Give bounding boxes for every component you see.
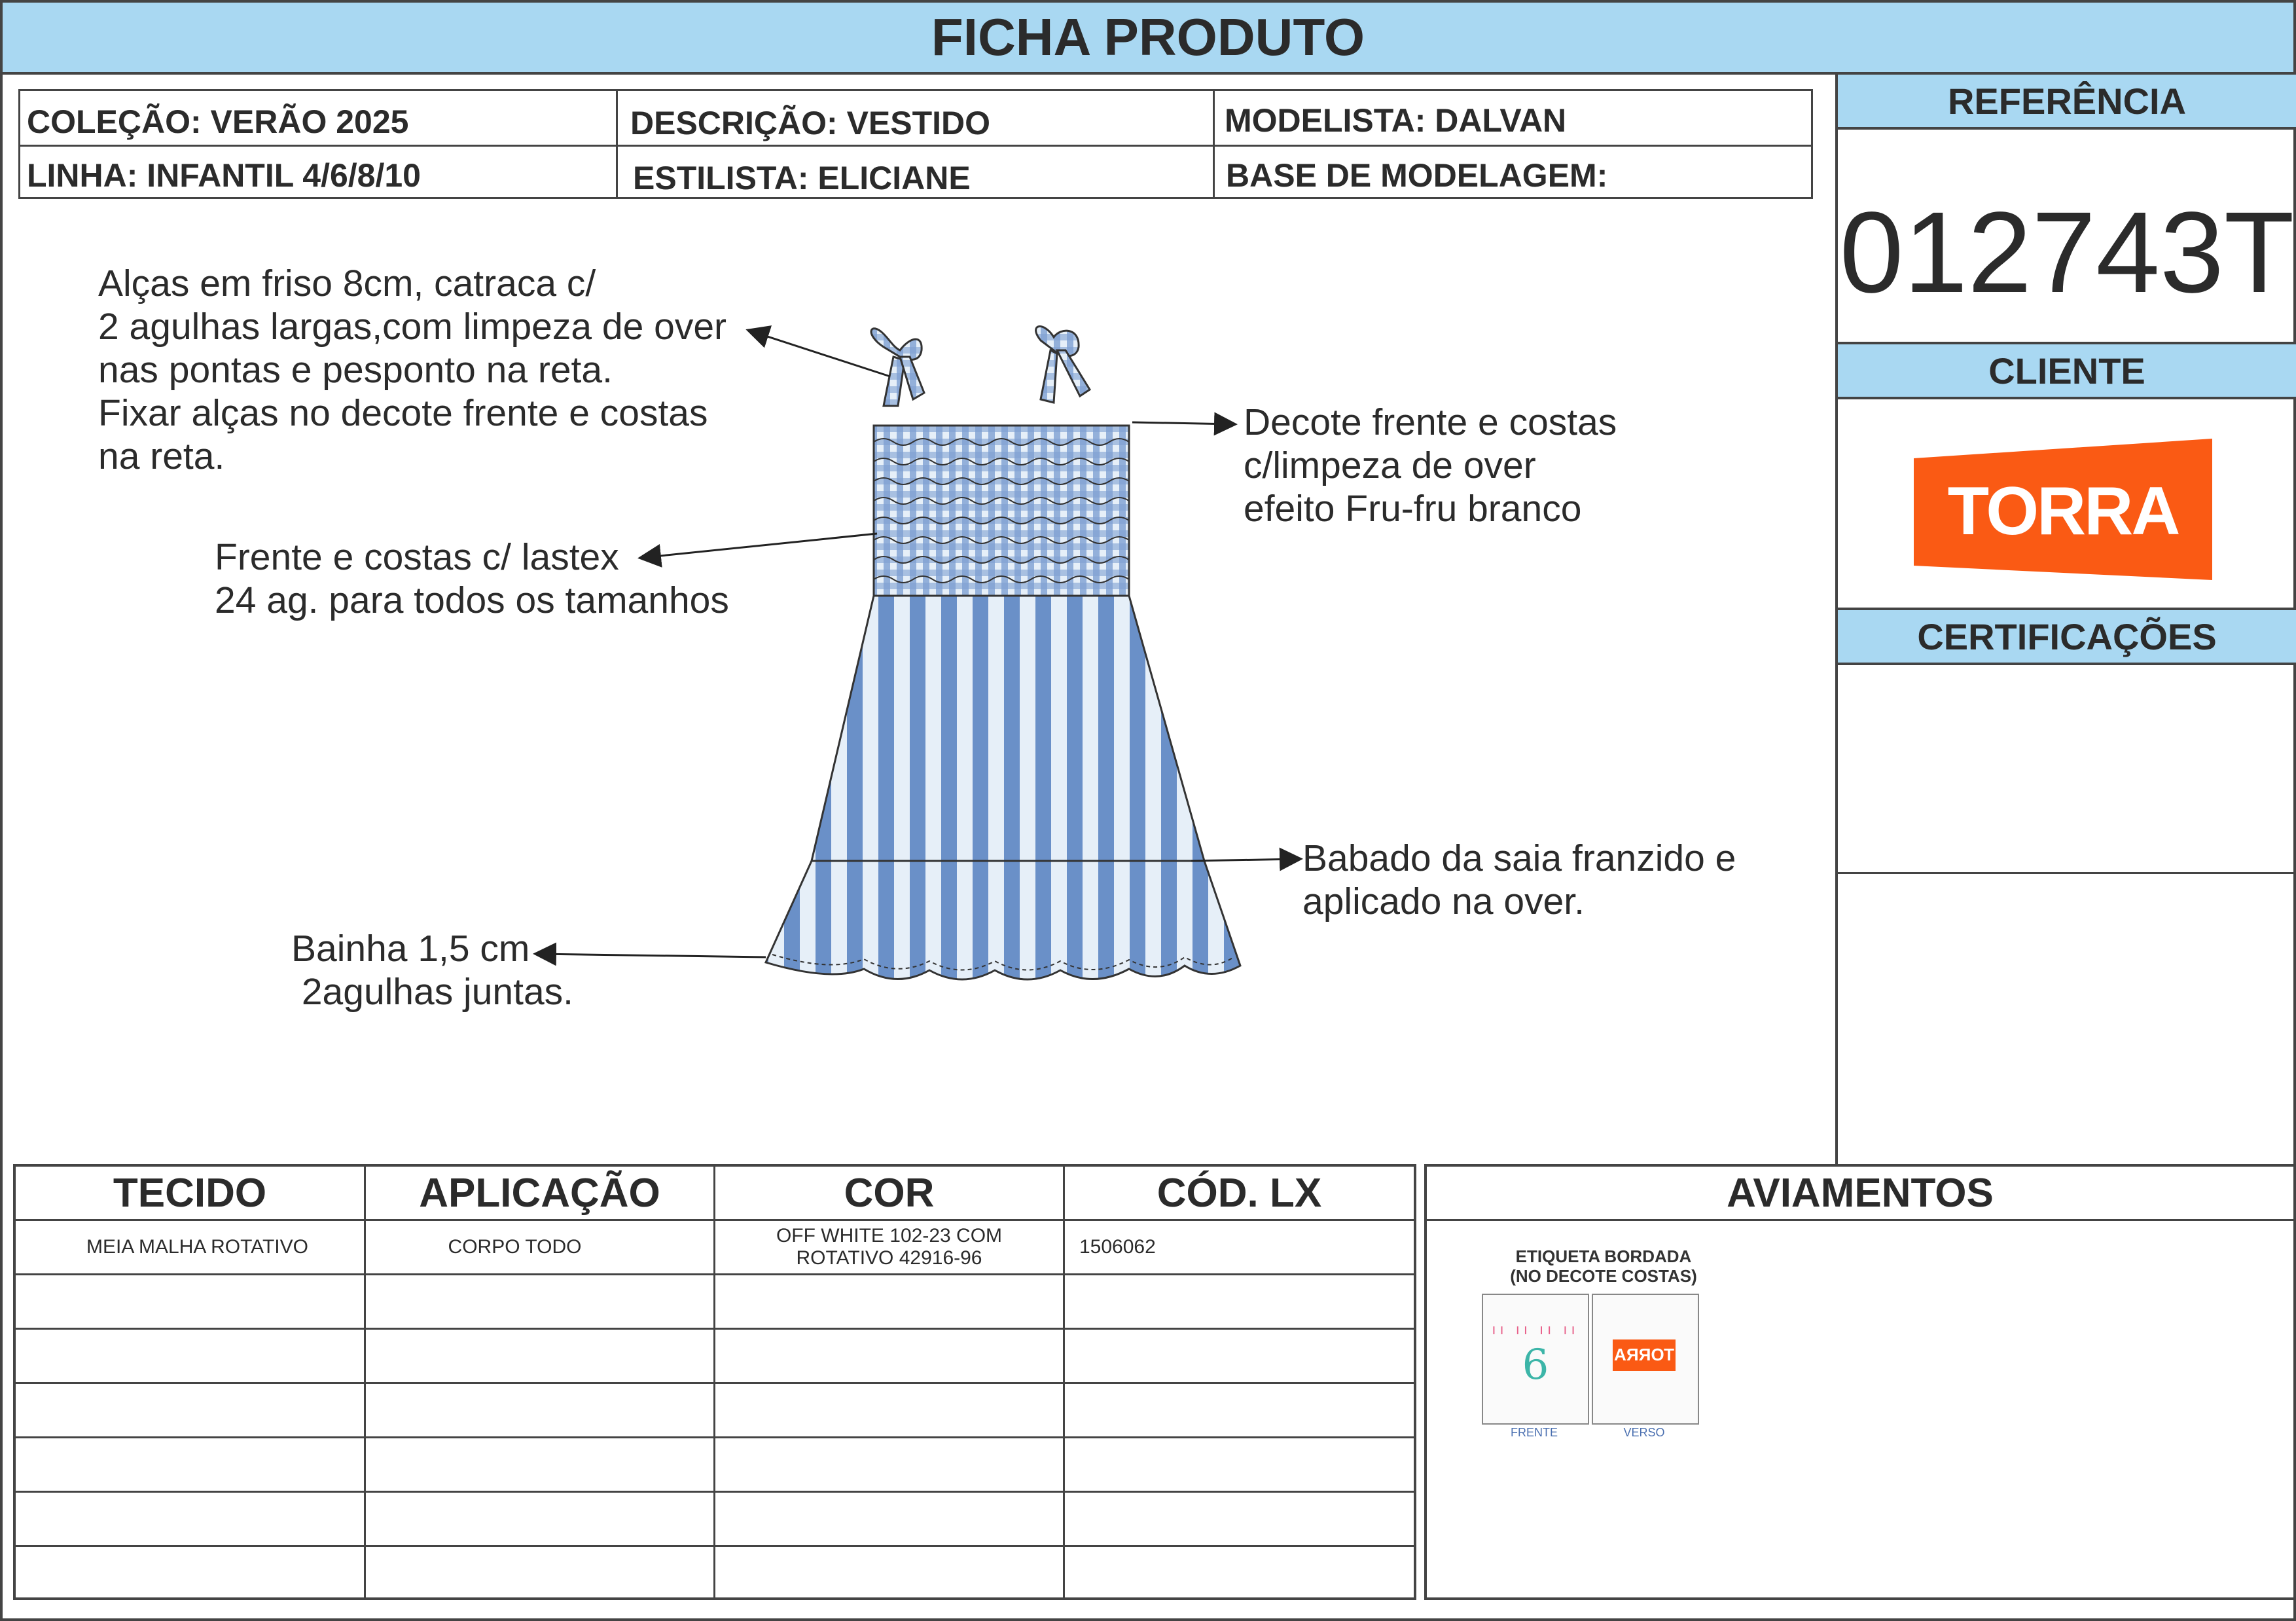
referencia-label: REFERÊNCIA [1838,72,2296,130]
row-divider [16,1545,1414,1547]
row-divider [16,1382,1414,1384]
note-babado: Babado da saia franzido e aplicado na over. [1302,837,1736,922]
linha-field: LINHA: INFANTIL 4/6/8/10 [27,157,421,194]
table-cell-tecido: MEIA MALHA ROTATIVO [86,1236,308,1258]
note-decote: Decote frente e costas c/limpeza de over efeito Fru-fru branco [1244,401,1617,530]
row-divider [16,1436,1414,1438]
header-tecido: TECIDO [113,1170,267,1216]
label-back-caption: VERSO [1623,1426,1665,1439]
table-cell-cod-lx: 1506062 [1079,1236,1156,1258]
label-back-image [1592,1294,1699,1425]
base-modelagem-field: BASE DE MODELAGEM: [1226,157,1608,194]
header-aplicacao: APLICAÇÃO [419,1170,660,1216]
aviamentos-box [1424,1164,2296,1600]
sidebar-divider [1838,872,2296,874]
note-lastex: Frente e costas c/ lastex 24 ag. para todos os tamanhos [215,536,729,621]
right-sidebar [1835,72,2296,1164]
label-size-number: 6 [1522,1341,1549,1389]
referencia-value: 012743T [1839,189,2295,317]
torra-client-logo [1914,439,2212,580]
table-cell-aplicacao: CORPO TODO [448,1236,582,1258]
note-alcas: Alças em friso 8cm, catraca c/ 2 agulhas largas,com limpeza de over nas pontas e pesponto na reta. Fixar alças no decote frente e costas na reta. [98,263,727,477]
certificacoes-label: CERTIFICAÇÕES [1838,608,2296,665]
estilista-field: ESTILISTA: ELICIANE [633,160,971,196]
cliente-label: CLIENTE [1838,342,2296,399]
colecao-field: COLEÇÃO: VERÃO 2025 [27,103,409,140]
etiqueta-title: ETIQUETA BORDADA (NO DECOTE COSTAS) [1510,1247,1697,1286]
row-divider [16,1328,1414,1330]
materials-table [13,1164,1416,1600]
label-front-image [1482,1294,1589,1425]
row-divider [16,1273,1414,1275]
modelista-field: MODELISTA: DALVAN [1225,102,1567,139]
label-back-logo: TORRA [1614,1345,1674,1364]
label-front-deco: ıı ıı ıı ıı [1492,1321,1579,1338]
header-cor: COR [844,1170,935,1216]
aviamentos-divider [1427,1219,2293,1221]
torra-logo-text: TORRA [1947,473,2179,549]
label-front-caption: FRENTE [1511,1426,1558,1439]
header-cod-lx: CÓD. LX [1157,1170,1322,1216]
aviamentos-title: AVIAMENTOS [1727,1170,1994,1216]
row-divider [16,1491,1414,1493]
table-cell-cor: OFF WHITE 102-23 COM ROTATIVO 42916-96 [776,1225,1003,1269]
descricao-field: DESCRIÇÃO: VESTIDO [630,105,991,141]
note-bainha: Bainha 1,5 cm 2agulhas juntas. [291,928,573,1013]
page-title: FICHA PRODUTO [3,3,2293,75]
